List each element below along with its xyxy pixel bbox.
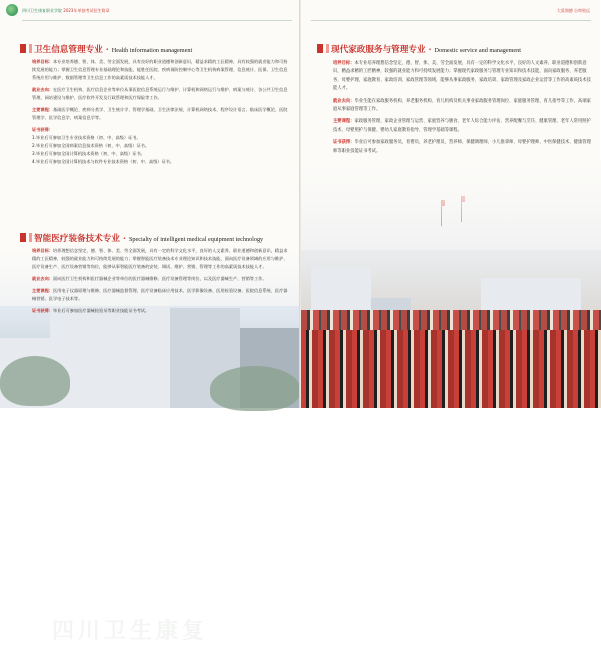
header-divider [22, 20, 292, 21]
crowd-graphic-front [301, 330, 601, 408]
health-info-content [32, 58, 290, 166]
left-page [0, 0, 300, 644]
domestic-certs: 证书获得：毕业后可参加家政服务员、育婴员、养老护理员、营养师、保健调理师、小儿推拿师、母婴护理师、中医保健技术、健康管理师等职业技能证书考试。 [333, 140, 591, 154]
domestic-employment: 就业去向：毕业生能在家政服务机构、养老服务机构、育儿机构及机关事业家政服务管理岗位、家庭服务管理、育儿指导等工作，高端家庭从事家庭管理等工作。 [333, 98, 591, 113]
equipment-courses: 主要课程：医用电子仪器原理与维修、医疗器械监督管理、医疗设备临床应用技术、医学影像设备、医用检验设备、医院信息系统、医疗器械营销、医学电子技术等。 [32, 288, 288, 301]
section-title-health-info: 卫生信息管理专业 · Health information management [20, 43, 192, 55]
section-title-domestic-service: 现代家政服务与管理专业 · Domestic service and management [317, 43, 521, 55]
header-brochure-title: 2023年单独考试招生简章 [63, 8, 110, 13]
health-info-cert-4: 4.毕业后可参加全国计算机技术与软件专业技术资格（初、中、高级）证书。 [32, 159, 175, 164]
health-info-certs: 证书获得： 1.毕业后可参加卫生专业技术资格（初、中、高级）证书。 [32, 127, 141, 140]
right-header-divider [311, 20, 591, 21]
equipment-certs: 证书获得：毕业后可参加医疗器械检验员等职业技能证书考试。 [32, 308, 150, 313]
campus-sign-text: 四川卫生康复 [52, 619, 209, 644]
header-motto-2: 自卑致远 [574, 8, 590, 13]
page-gutter [299, 0, 301, 408]
header-motto-1: 大爱润德 [556, 8, 573, 13]
domestic-courses: 主要课程：家政服务管理、家政企业管理与运营、家庭营养与膳食、老年人综合能力评估、营养配餐与烹饪、健康管理、老年人常用照护技术、母婴照护与保健、婴幼儿家庭教育指导、管理学基础等课程。 [333, 119, 591, 133]
health-info-employment: 就业去向：在医疗卫生机构、医疗信息企业等单位从事医院信息系统运行与维护、计算机和网络运行与维护、病案与统计、各公共卫生信息管理、网站建设与维护、医疗软件开发及行政管理和医疗保险等工作。 [32, 87, 288, 100]
domestic-service-content [333, 60, 591, 156]
health-info-goal: 培养目标：本专业培养德、智、体、美、劳全面发展，具有良好的职业道德和创新意识，精益求精的工匠精神，具有较强的就业能力和可持续发展的能力；掌握卫生信息管理专业基础理论和技能，能胜任医院、疾病预防控制中心等卫生机构病案管理、信息统计、医保、卫生信息系统应用与维护、数据管理等卫生信息工作的高素质技术技能人才。 [32, 59, 288, 80]
domestic-goal: 培养目标：本专业培养理想信念坚定，德、智、体、美、劳全面发展，具有一定的科学文化水平，良好的人文素养、职业道德和创新意识，精益求精的工匠精神，较强的就业能力和可持续发展能力；掌握现代家政服务与管理专业知识和技术技能，面向家政服务、养老服务、母婴护理、家庭教育、家政培训、家政管理等领域，能够从事家政服务、家政培训、家政管理及家政企业运营等工作的高素质技术技能人才。 [333, 61, 591, 92]
left-header [22, 8, 109, 14]
health-info-cert-3: 3.毕业后可参加全国计算机技术资格（初、中、高级）证书。 [32, 151, 145, 156]
equipment-goal: 培养目标：培养理想信念坚定，德、智、体、美、劳全面发展，具有一定的科学文化水平，良好的人文素养、职业道德和创新意识，精益求精的工匠精神，较强的就业能力和可持续发展的能力；掌握智能医疗装备技术专业理论知识和技术技能，面向医疗设备领域的应用与维护、医疗设备生产、医疗设备营销等岗位，能够从事智能医疗装备的安装、调试、维护、营销、管理等工作的高素质技术技能人才。 [32, 248, 288, 269]
health-info-cert-2: 2.毕业后可参加全国病案信息技术资格（初、中、高级）证书。 [32, 143, 150, 148]
right-page [300, 0, 600, 408]
header-college-name: 四川卫生康复职业学院 [22, 8, 62, 13]
equipment-employment: 就业去向：面向医疗卫生机构和医疗器械企业等单位的医疗器械维修、医疗设备管理等岗位，以及医疗器械生产、营销等工作。 [32, 276, 267, 281]
section-title-medical-equipment: 智能医疗装备技术专业 · Specialty of intelligent medical equipment technology [20, 232, 263, 244]
right-header [557, 8, 590, 14]
medical-equipment-content [32, 247, 290, 315]
health-info-courses: 主要课程：基础医学概论、疾病分类学、卫生统计学、管理学基础、卫生法律法规、计算机网络技术、程序设计语言、临床医学概论、医院管理学、医学信息学、病案信息学等。 [32, 107, 288, 120]
college-logo-icon [6, 4, 18, 16]
